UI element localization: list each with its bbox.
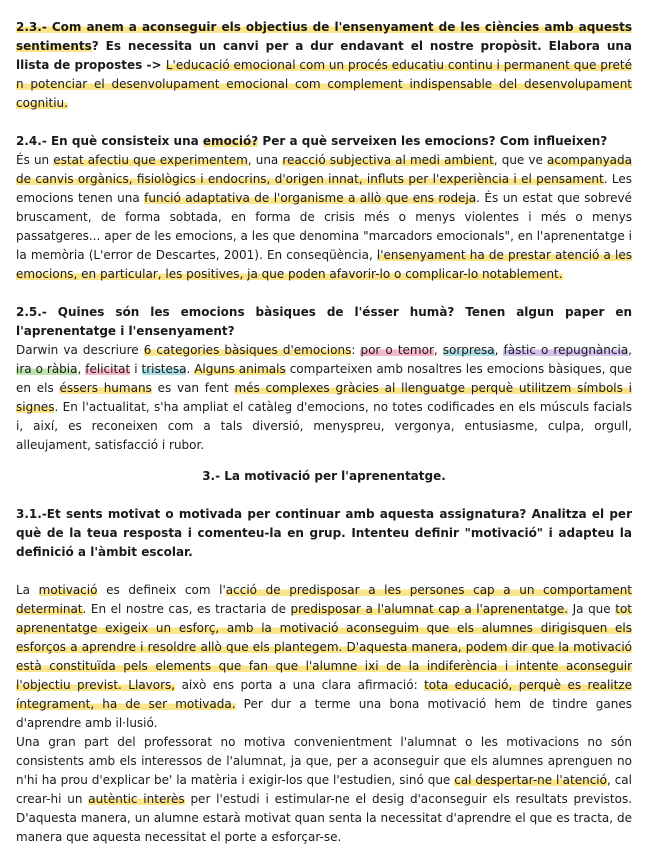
answer-highlight: tot aprenentatge exigeix un esforç, amb la motivació aconseguim que els alumnes dirigisquen els esforços a aprendre i resoldre allò que els plantegem. D'aquesta manera, podem dir que la motivació està constituïda pels elements que fan que l'alumne ixi de la indiferència i intente aconseguir l'objectiu previst. Llavors, <box>16 602 632 692</box>
answer-highlight: cal despertar-ne l'atenció <box>454 773 607 787</box>
q-2-4-part: 2.4.- En què consisteix una <box>16 134 203 148</box>
q-2-4-part: Per a què serveixen les emocions? Com influeixen? <box>258 134 608 148</box>
section-2-5 <box>16 303 632 455</box>
answer-text: . En el nostre cas, es tractaria de <box>82 602 291 616</box>
answer-text: La <box>16 583 39 597</box>
answer-highlight: autèntic interès <box>88 792 185 806</box>
answer-highlight: tota educació, perquè es realitze íntegrament, ha de ser motivada. <box>16 678 633 711</box>
answer-text: . <box>186 362 195 376</box>
answer-text: això ens porta a una clara afirmació: <box>175 678 425 692</box>
answer-text: , que ve <box>493 153 548 167</box>
answer-text: , cal crear-hi un <box>16 773 632 806</box>
answer-text: es defineix com l' <box>97 583 226 597</box>
answer-text: Una gran part del professorat no motiva convenientment l'alumnat o les motivacions no són consistents amb els interessos de l'alumnat, ja que, per a aconseguir que els alumnes aprenguen no n'hi ha prou d'explicar be' la matèria i exigir-los que l'estudien, sinó que <box>16 735 632 787</box>
q-2-4-highlight: emoció? <box>202 134 259 148</box>
answer-highlight: reacció subjectiva al medi ambient <box>282 153 494 167</box>
answer-highlight: acció de predisposar a les persones cap a un comportament determinat <box>16 583 633 616</box>
answer-2-3: L'educació emocional com un procés educatiu continu i permanent que preté n potenciar el desenvolupament emocional com complement indispensable del desenvolupament cognitiu. <box>16 58 632 110</box>
answer-highlight: Alguns animals <box>194 362 286 376</box>
answer-text: , <box>433 343 443 357</box>
answer-highlight: éssers humans <box>59 381 152 395</box>
emotion-anger: ira o ràbia <box>16 362 78 376</box>
section-3-title: 3.- La motivació per l'aprenentatge. <box>202 469 446 483</box>
emotion-disgust: fàstic o repugnància <box>503 343 629 357</box>
answer-text: Ja que <box>568 602 616 616</box>
answer-3-1-paragraph-1 <box>16 581 632 733</box>
question-2-5: 2.5.- Quines són les emocions bàsiques de l'ésser humà? Tenen algun paper en l'aprenentatge i l'ensenyament? <box>16 305 632 338</box>
emotion-fear: por o temor <box>360 343 434 357</box>
answer-text: i <box>130 362 142 376</box>
answer-3-1-paragraph-2 <box>16 733 632 847</box>
emotion-surprise: sorpresa <box>442 343 495 357</box>
answer-text: . En l'actualitat, s'ha ampliat el catàleg d'emocions, no totes codificades en els músculs facials i, així, es reconeixen com a tals diversió, menyspreu, vergonya, entusiasme, culpa, orgull, alleujament, satisfacció i rubor. <box>16 400 632 452</box>
answer-highlight: 6 categories bàsiques d'emocions <box>143 343 352 357</box>
emotion-sadness: tristesa <box>141 362 187 376</box>
answer-text: : <box>351 343 361 357</box>
question-2-3-rest: ? Es necessita un canvi per a dur endavant el nostre propòsit. Elabora una llista de propostes -> <box>16 39 632 72</box>
question-2-4 <box>16 132 632 151</box>
answer-highlight: funció adaptativa de l'organisme a allò que ens rodeja <box>144 191 477 205</box>
answer-highlight: estat afectiu que experimentem <box>53 153 248 167</box>
answer-text: per l'estudi i estimular-ne el desig d'aconseguir els resultats previstos. D'aquesta manera, un alumne estarà motivat quan senta la necessitat d'aprendre el que es tracta, de manera que aquesta necessitat el porte a esforçar-se. <box>16 792 633 844</box>
answer-text: . Les emocions tenen una <box>16 172 632 205</box>
answer-text: , una <box>247 153 283 167</box>
answer-text: , <box>77 362 86 376</box>
answer-highlight: acompanyada de canvis orgànics, fisiològics i endocrins, d'origen innat, influts per l'experiència i el pensament <box>16 153 632 186</box>
section-2-3 <box>16 18 632 113</box>
answer-highlight: l'ensenyament ha de prestar atenció a les emocions, en particular, les positives, ja que poden afavorir-lo o complicar-lo notablement. <box>16 248 632 281</box>
answer-text: comparteixen amb nosaltres les emocions bàsiques, que en els <box>16 362 633 395</box>
answer-highlight: predisposar a l'alumnat cap a l'aprenentatge. <box>290 602 569 616</box>
answer-text: . És un estat que sobrevé bruscament, de forma sobtada, en forma de crisis més o menys violentes i més o menys passatgeres... aper de les emocions, a les que denomina "marcadors emocionals", en l'aprenentatge i la memòria (L'error de Descartes, 2001). En conseqüència, <box>16 191 632 262</box>
answer-text: Darwin va descriure <box>16 343 144 357</box>
answer-highlight: motivació <box>38 583 98 597</box>
section-3-1 <box>16 505 632 847</box>
answer-text: , <box>494 343 504 357</box>
section-2-4 <box>16 132 632 284</box>
answer-2-4 <box>16 151 632 284</box>
question-2-3-highlight: 2.3.- Com anem a aconseguir els objectius de l'ensenyament de les ciències amb aquests sentiments <box>16 20 632 53</box>
answer-text: És un <box>16 153 54 167</box>
question-2-3 <box>16 18 632 113</box>
answer-highlight: més complexes gràcies al llenguatge perquè utilitzem símbols i signes <box>16 381 632 414</box>
answer-text: es van fent <box>151 381 235 395</box>
question-3-1: 3.1.-Et sents motivat o motivada per continuar amb aquesta assignatura? Analitza el per què de la teua resposta i comenteu-la en grup. Intenteu definir "motivació" i adapteu la definició a l'àmbit escolar. <box>16 507 632 559</box>
answer-2-5 <box>16 341 632 455</box>
answer-text: , <box>628 343 632 357</box>
emotion-happiness: felicitat <box>85 362 131 376</box>
answer-text: Per dur a terme una bona motivació hem de tindre ganes d'aprendre amb il·lusió. <box>16 697 632 730</box>
